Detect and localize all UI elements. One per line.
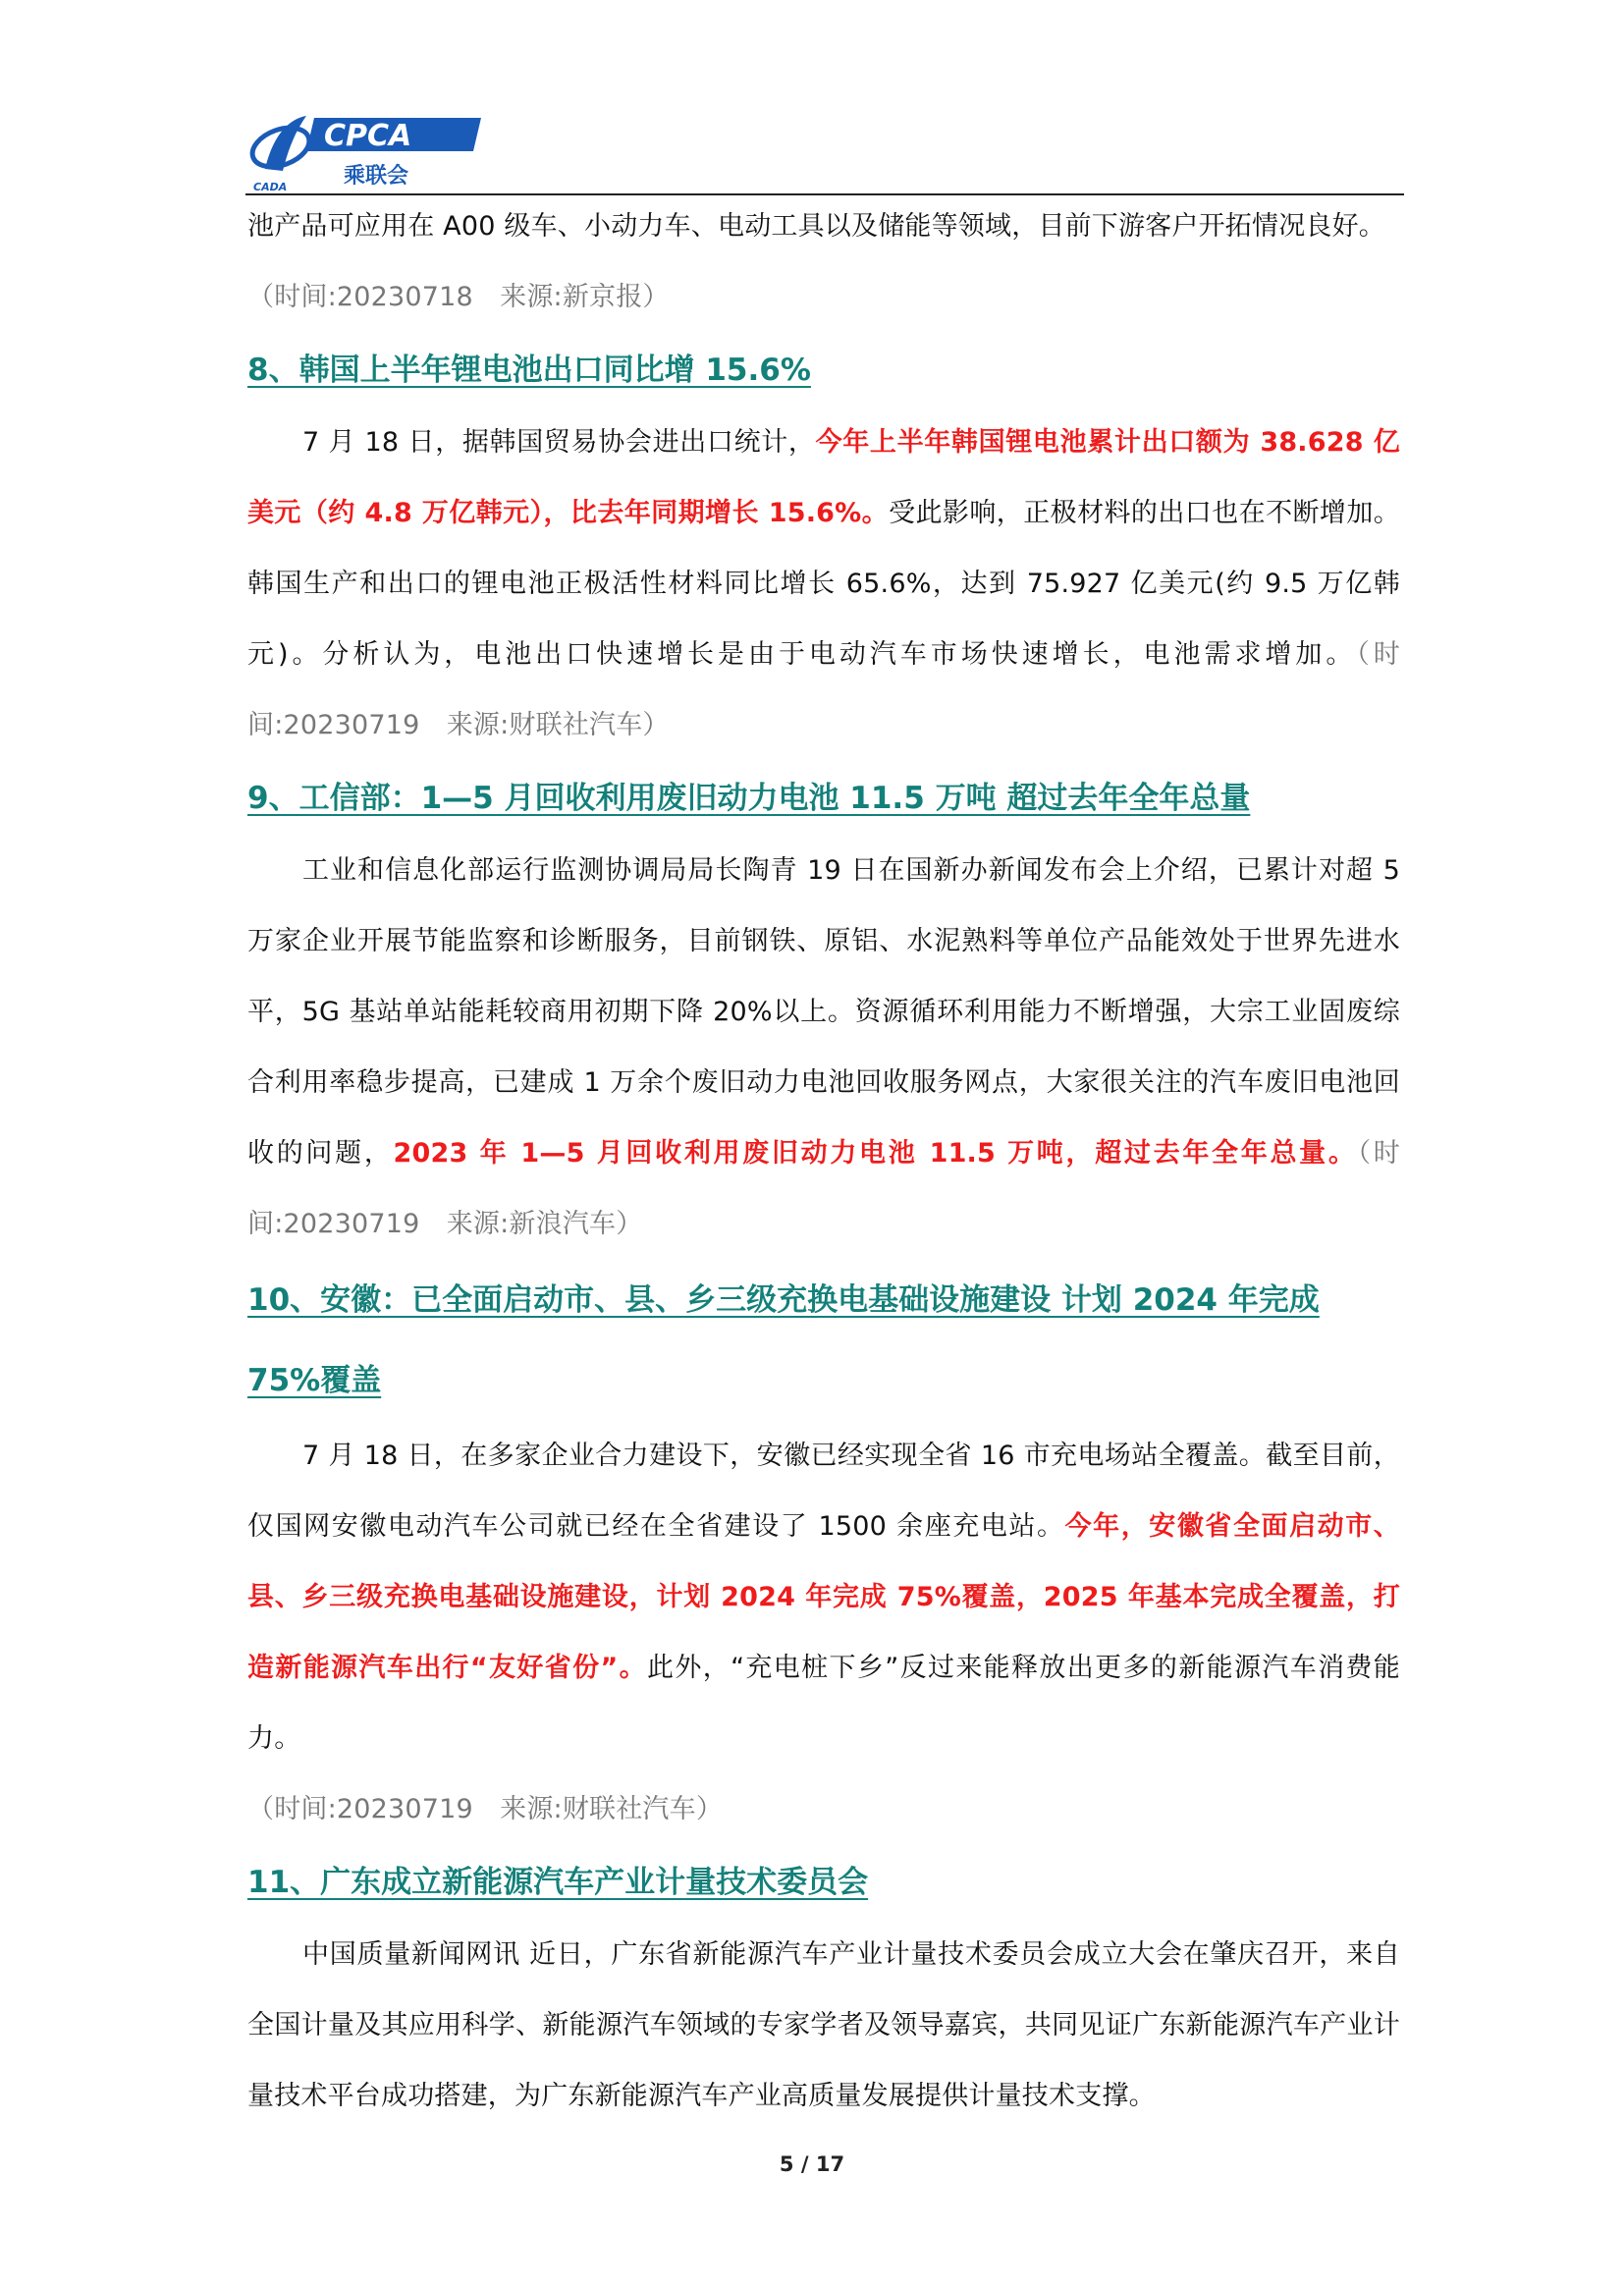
- source-note: （时间:20230719 来源:财联社汽车）: [247, 1794, 724, 1824]
- source-note: （时间:20230719 来源:新浪汽车）: [247, 1138, 1401, 1239]
- svg-text:CADA: CADA: [253, 181, 288, 193]
- highlight-text: 2023 年 1—5 月回收利用废旧动力电池 11.5 万吨，超过去年全年总量。: [393, 1138, 1358, 1169]
- highlight-text: 今年上半年韩国锂电池累计出口额为 38.628 亿美元（约 4.8 万亿韩元），比去年同期增长 15.6%。: [247, 427, 1400, 528]
- paragraph: 池产品可应用在 A00 级车、小动力车、电动工具以及储能等领域，目前下游客户开拓情况良好。: [247, 211, 1385, 242]
- paragraph: 中国质量新闻网讯 近日，广东省新能源汽车产业计量技术委员会成立大会在肇庆召开，来自全国计量及其应用科学、新能源汽车领域的专家学者及领导嘉宾，共同见证广东新能源汽车产业计量技术平台成功搭建，为广东新能源汽车产业高质量发展提供计量技术支撑。: [247, 1939, 1400, 2111]
- section-heading: 9、工信部：1—5 月回收利用废旧动力电池 11.5 万吨 超过去年全年总量: [247, 781, 1251, 816]
- page-number: 5 / 17: [779, 2152, 845, 2176]
- paragraph: 7 月 18 日，据韩国贸易协会进出口统计，今年上半年韩国锂电池累计出口额为 38.628 亿美元（约 4.8 万亿韩元），比去年同期增长 15.6%。受此影响，正极材料的出口也在不断增加。韩国生产和出口的锂电池正极活性材料同比增长 65.6%，达到 75.927 亿美元(约 9.5 万亿韩元)。分析认为，电池出口快速增长是由于电动汽车市场快速增长，电池需求增加。（时间:20230719 来源:财联社汽车）: [247, 427, 1400, 740]
- section-heading: 10、安徽：已全面启动市、县、乡三级充换电基础设施建设 计划 2024 年完成 75%覆盖: [247, 1282, 1320, 1398]
- section-heading: 8、韩国上半年锂电池出口同比增 15.6%: [247, 353, 811, 388]
- highlight-text: 今年，安徽省全面启动市、县、乡三级充换电基础设施建设，计划 2024 年完成 75%覆盖，2025 年基本完成全覆盖，打造新能源汽车出行“友好省份”。: [247, 1511, 1400, 1683]
- document-body: [247, 191, 1400, 2132]
- page-header: [245, 108, 1404, 196]
- svg-text:CPCA: CPCA: [324, 119, 412, 153]
- paragraph: 7 月 18 日，在多家企业合力建设下，安徽已经实现全省 16 市充电场站全覆盖。截至目前，仅国网安徽电动汽车公司就已经在全省建设了 1500 余座充电站。今年，安徽省全面启动市、县、乡三级充换电基础设施建设，计划 2024 年完成 75%覆盖，2025 年基本完成全覆盖，打造新能源汽车出行“友好省份”。此外，“充电桩下乡”反过来能释放出更多的新能源汽车消费能力。: [247, 1441, 1400, 1754]
- section-heading: 11、广东成立新能源汽车产业计量技术委员会: [247, 1865, 869, 1900]
- source-note: （时间:20230719 来源:财联社汽车）: [247, 639, 1400, 740]
- cpca-logo: [245, 108, 491, 196]
- source-note: （时间:20230718 来源:新京报）: [247, 282, 670, 312]
- paragraph: 工业和信息化部运行监测协调局局长陶青 19 日在国新办新闻发布会上介绍，已累计对超 5 万家企业开展节能监察和诊断服务，目前钢铁、原铝、水泥熟料等单位产品能效处于世界先进水平，5G 基站单站能耗较商用初期下降 20%以上。资源循环利用能力不断增强，大宗工业固废综合利用率稳步提高，已建成 1 万余个废旧动力电池回收服务网点，大家很关注的汽车废旧电池回收的问题，2023 年 1—5 月回收利用废旧动力电池 11.5 万吨，超过去年全年总量。（时间:20230719 来源:新浪汽车）: [247, 855, 1401, 1239]
- svg-text:乘联会: 乘联会: [344, 164, 409, 189]
